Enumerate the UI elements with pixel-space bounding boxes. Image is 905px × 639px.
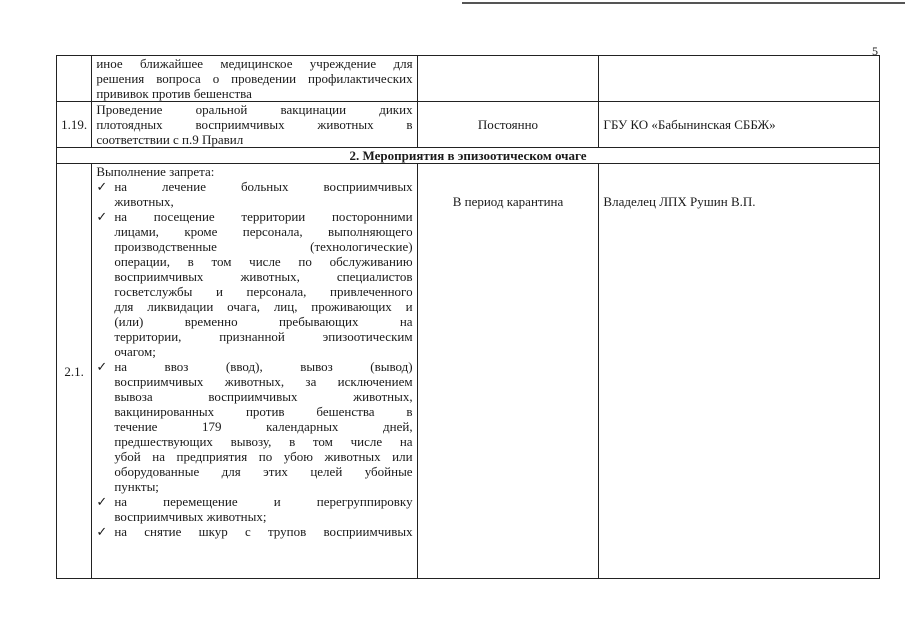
term-text: В период карантина	[452, 194, 564, 209]
text-line: течение 179 календарных дней,	[114, 419, 413, 434]
text-line: на ввоз (ввод), вывоз (вывод)	[114, 359, 413, 374]
intro-text: Выполнение запрета:	[96, 164, 215, 179]
header-rule	[462, 2, 905, 4]
text-line: лицами, кроме персонала, выполняющего	[114, 224, 413, 239]
check-icon: ✓	[96, 209, 108, 224]
cell-term: Постоянно	[417, 102, 599, 148]
section-header-row	[57, 148, 880, 164]
text-line: животных,	[114, 194, 174, 209]
list-item	[96, 209, 413, 359]
text-line: на перемещение и перегруппировку	[114, 494, 413, 509]
list-item	[96, 179, 413, 209]
text-line: (или) временно пребывающих на	[114, 314, 413, 329]
check-icon: ✓	[96, 179, 108, 194]
text-line: очагом;	[114, 344, 156, 359]
cell-number: 2.1.	[57, 164, 92, 579]
page-number: 5	[872, 44, 878, 58]
table-row-1-19	[57, 102, 880, 148]
text-line: на лечение больных восприимчивых	[114, 179, 413, 194]
text-line: восприимчивых животных;	[114, 509, 267, 524]
text-line: Проведение оральной вакцинации диких	[96, 102, 413, 117]
check-icon: ✓	[96, 524, 108, 539]
text-line: госветслужбы и персонала, привлеченного	[114, 284, 413, 299]
text-line: оборудованные для этих целей убойные	[114, 464, 413, 479]
text-line: иное ближайшее медицинское учреждение для	[96, 56, 413, 71]
text-line: убой на предприятия по убою животных или	[114, 449, 413, 464]
text-line: на посещение территории посторонними	[114, 209, 413, 224]
list-item	[96, 359, 413, 494]
cell-responsible	[599, 164, 880, 579]
text-line: решения вопроса о проведении профилактических	[96, 71, 413, 86]
text-line: вакцинированных против бешенства в	[114, 404, 413, 419]
text-line: прививок против бешенства	[96, 86, 252, 101]
table-row-continuation	[57, 56, 880, 102]
cell-responsible: ГБУ КО «Бабынинская СББЖ»	[599, 102, 880, 148]
cell-term	[417, 56, 599, 102]
prohibition-list	[96, 179, 412, 539]
text-line: соответствии с п.9 Правил	[96, 132, 244, 147]
text-line: для ликвидации очага, лиц, проживающих и	[114, 299, 413, 314]
cell-measure	[92, 164, 417, 579]
text-line: восприимчивых животных, специалистов	[114, 269, 413, 284]
text-line: предшествующих вывозу, в том числе на	[114, 434, 413, 449]
check-icon: ✓	[96, 494, 108, 509]
cell-responsible	[599, 56, 880, 102]
text-line: производственные (технологические)	[114, 239, 413, 254]
text-line: плотоядных восприимчивых животных в	[96, 117, 413, 132]
text-line: вывоза восприимчивых животных,	[114, 389, 413, 404]
check-icon: ✓	[96, 359, 108, 374]
text-line: на снятие шкур с трупов восприимчивых	[114, 524, 413, 539]
text-line: восприимчивых животных, за исключением	[114, 374, 413, 389]
section-title: 2. Мероприятия в эпизоотическом очаге	[57, 148, 880, 164]
table-row-2-1	[57, 164, 880, 579]
cell-number	[57, 56, 92, 102]
responsible-text: Владелец ЛПХ Рушин В.П.	[603, 194, 756, 209]
text-line: пункты;	[114, 479, 159, 494]
cell-measure	[92, 56, 417, 102]
cell-number: 1.19.	[57, 102, 92, 148]
measures-table	[56, 55, 880, 579]
list-item	[96, 524, 413, 539]
text-line: территории, признанной эпизоотическим	[114, 329, 413, 344]
list-item	[96, 494, 413, 524]
cell-term	[417, 164, 599, 579]
text-line: операции, в том числе по обслуживанию	[114, 254, 413, 269]
cell-measure	[92, 102, 417, 148]
